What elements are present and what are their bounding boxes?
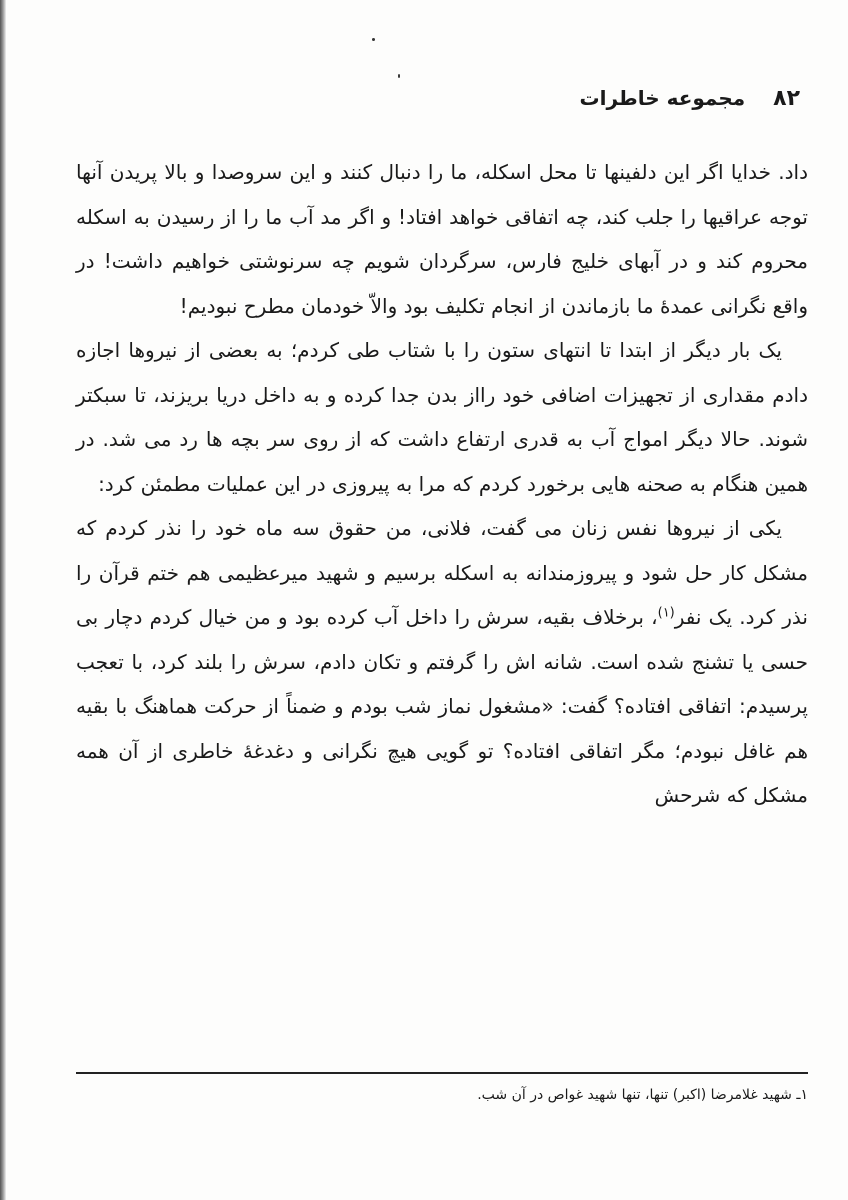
footnote-marker: (۱) bbox=[657, 605, 675, 621]
running-title: مجموعه خاطرات bbox=[579, 86, 746, 110]
paragraph-text: ، برخلاف بقیه، سرش را داخل آب کرده بود و من خیال کردم دچار بی حسی یا تشنج شده است. شانه اش را گرفتم و تکان دادم، سرش را بلند کرد، با تعجب پرسیدم: اتفاقی افتاده؟ گفت: «مشغول نماز شب بودم و ضمناً از حرکت هماهنگ با بقیه هم غافل نبودم؛ مگر اتفاقی افتاده؟ تو گویی هیچ نگرانی و دغدغهٔ خاطری از آن همه مشکل که شرحش bbox=[76, 605, 808, 807]
paper-speck bbox=[398, 74, 400, 78]
page-header bbox=[480, 80, 800, 116]
paragraph bbox=[76, 506, 808, 818]
body-text bbox=[76, 150, 808, 818]
paragraph: یک بار دیگر از ابتدا تا انتهای ستون را با شتاب طی کردم؛ به بعضی از نیروها اجازه دادم مقداری از تجهیزات اضافی خود رااز بدن جدا کرده و به داخل دریا بریزند، تا سبکتر شوند. حالا دیگر امواج آب به قدری ارتفاع داشت که از روی سر بچه ها رد می شد. در همین هنگام به صحنه هایی برخورد کردم که مرا به پیروزی در این عملیات مطمئن کرد: bbox=[76, 338, 808, 496]
paragraph-text: یکی از نیروها نفس زنان می گفت، فلانی، من حقوق سه ماه خود را نذر کردم که مشکل کار حل شود و پیروزمندانه به اسکله برسیم و شهید میرعظیمی هم ختم قرآن را نذر کرد. یک نفر bbox=[76, 516, 808, 629]
paper-speck bbox=[372, 38, 375, 41]
footnote: ۱ـ شهید غلامرضا (اکبر) تنها، تنها شهید غواص در آن شب. bbox=[477, 1087, 808, 1103]
paragraph: داد. خدایا اگر این دلفینها تا محل اسکله، ما را دنبال کنند و این سروصدا و بالا پریدن آنها توجه عراقیها را جلب کند، چه اتفاقی خواهد افتاد! و اگر مد آب ما را از رسیدن به اسکله محروم کند و در آبهای خلیج فارس، سرگردان شویم چه سرنوشتی خواهیم داشت! در واقع نگرانی عمدهٔ ما بازماندن از انجام تکلیف بود والاّ خودمان مطرح نبودیم! bbox=[76, 160, 808, 318]
page-binding-edge bbox=[0, 0, 6, 1200]
page-number: ۸۲ bbox=[773, 85, 800, 111]
footnote-divider bbox=[76, 1072, 808, 1074]
